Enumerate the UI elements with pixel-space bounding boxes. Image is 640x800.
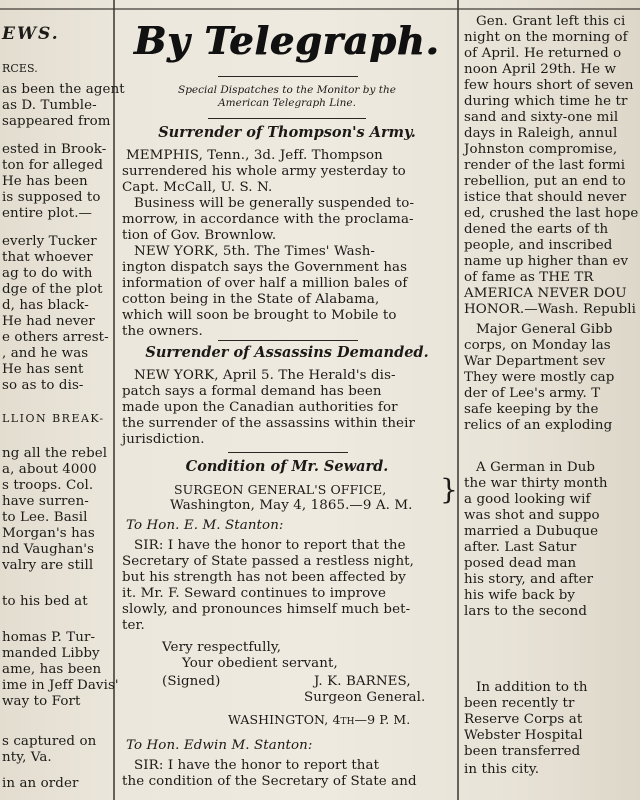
left-line: ime in Jeff Davis' (2, 678, 119, 693)
right-line: A German in Dub (476, 460, 596, 475)
right-line: married a Dubuque (464, 524, 599, 539)
right-line: ed, crushed the last hope (464, 206, 639, 221)
left-line: nd Vaughan's (2, 542, 95, 557)
left-line: dge of the plot (2, 282, 103, 297)
letter-line: ter. (122, 618, 145, 633)
left-line: e others arrest- (2, 330, 109, 345)
right-line: his wife back by (464, 588, 576, 603)
article-heading: Condition of Mr. Seward. (185, 458, 389, 475)
section-rule (208, 118, 366, 119)
left-line: manded Libby (2, 646, 100, 661)
left-line: as been the agent (2, 82, 125, 97)
left-line: He has sent (2, 362, 84, 377)
right-line: corps, on Monday las (464, 338, 611, 353)
left-line: homas P. Tur- (2, 630, 96, 645)
signed-label: (Signed) (162, 674, 221, 689)
left-column (0, 0, 125, 800)
right-line: noon April 29th. He w (464, 62, 617, 77)
article-line: Capt. McCall, U. S. N. (122, 180, 273, 195)
letter-closing: Very respectfully, (162, 640, 282, 655)
article-line: the surrender of the assassins within their (122, 416, 415, 431)
signer-title: Surgeon General. (304, 690, 426, 705)
left-line: ton for alleged (2, 158, 104, 173)
article-line: jurisdiction. (122, 432, 205, 447)
article-line: the owners. (122, 324, 203, 339)
left-line: RCES. (2, 62, 38, 75)
left-line: , and he was (2, 346, 89, 361)
right-line: render of the last formi (464, 158, 626, 173)
right-line: Gen. Grant left this ci (476, 14, 626, 29)
brace-mark: } (440, 473, 458, 506)
left-line: to his bed at (2, 594, 88, 609)
article-line: cotton being in the State of Alabama, (122, 292, 380, 307)
left-line: ested in Brook- (2, 142, 107, 157)
left-line: sappeared from (2, 114, 111, 129)
left-line: He had never (2, 314, 95, 329)
middle-column (118, 0, 456, 800)
left-line: valry are still (2, 558, 94, 573)
article-line: which will soon be brought to Mobile to (122, 308, 397, 323)
dispatch-subhead: Special Dispatches to the Monitor by the (178, 84, 396, 96)
left-line: entire plot.— (2, 206, 93, 221)
masthead-by-telegraph: By Telegraph. (134, 18, 440, 63)
right-line: night on the morning of (464, 30, 628, 45)
right-line: in this city. (464, 762, 540, 777)
article-line: ington dispatch says the Government has (122, 260, 408, 275)
right-line: his story, and after (464, 572, 594, 587)
right-line: the war thirty month (464, 476, 608, 491)
addressee: To Hon. E. M. Stanton: (126, 518, 284, 533)
dateline: SURGEON GENERAL'S OFFICE, (174, 482, 387, 497)
left-line: a, about 4000 (2, 462, 97, 477)
right-line: Webster Hospital (464, 728, 583, 743)
right-line: been recently tr (464, 696, 575, 711)
letter-line: slowly, and pronounces himself much bet- (122, 602, 411, 617)
right-line: of April. He returned o (464, 46, 622, 61)
left-line: ng all the rebel (2, 446, 108, 461)
right-line: In addition to th (476, 680, 588, 695)
dateline: Washington, May 4, 1865.—9 A. M. (170, 498, 413, 513)
article-heading: Surrender of Assassins Demanded. (145, 344, 429, 361)
letter-line: SIR: I have the honor to report that the (134, 538, 406, 553)
left-line: nty, Va. (2, 750, 52, 765)
right-line: istice that should never (464, 190, 627, 205)
right-line: der of Lee's army. T (464, 386, 601, 401)
letter-closing: Your obedient servant, (182, 656, 338, 671)
letter-line: Secretary of State passed a restless night, (122, 554, 415, 569)
column-rule-right (457, 0, 459, 800)
letter-line: it. Mr. F. Seward continues to improve (122, 586, 386, 601)
letter-line: but his strength has not been affected by (122, 570, 406, 585)
letter-line: SIR: I have the honor to report that (134, 758, 380, 773)
article-line: surrendered his whole army yesterday to (122, 164, 406, 179)
right-line: lars to the second (464, 604, 588, 619)
left-line: way to Fort (2, 694, 81, 709)
left-line: is supposed to (2, 190, 101, 205)
right-line: rebellion, put an end to (464, 174, 626, 189)
article-line: Business will be generally suspended to- (134, 196, 415, 211)
right-line: sand and sixty-one mil (464, 110, 619, 125)
dateline: WASHINGTON, 4th—9 P. M. (228, 712, 411, 727)
dispatch-subhead: American Telegraph Line. (218, 97, 356, 109)
right-line: relics of an exploding (464, 418, 613, 433)
right-line: few hours short of seven (464, 78, 634, 93)
section-rule (228, 452, 348, 453)
right-column (462, 0, 640, 800)
right-line: Major General Gibb (476, 322, 613, 337)
article-line: MEMPHIS, Tenn., 3d. Jeff. Thompson (126, 148, 383, 163)
left-line: d, has black- (2, 298, 89, 313)
right-line: AMERICA NEVER DOU (464, 286, 627, 301)
right-line: They were mostly cap (464, 370, 615, 385)
addressee: To Hon. Edwin M. Stanton: (126, 738, 313, 753)
left-subheading: LLION BREAK- (2, 412, 105, 425)
right-line: name up higher than ev (464, 254, 629, 269)
right-line: after. Last Satur (464, 540, 577, 555)
left-line: s troops. Col. (2, 478, 94, 493)
right-line: of fame as THE TR (464, 270, 594, 285)
left-line: ame, has been (2, 662, 102, 677)
right-line: dened the earts of th (464, 222, 609, 237)
left-line: to Lee. Basil (2, 510, 88, 525)
right-line: a good looking wif (464, 492, 591, 507)
article-line: NEW YORK, 5th. The Times' Wash- (134, 244, 376, 259)
left-line: as D. Tumble- (2, 98, 97, 113)
right-line: Johnston compromise, (464, 142, 618, 157)
left-line: that whoever (2, 250, 93, 265)
article-line: NEW YORK, April 5. The Herald's dis- (134, 368, 396, 383)
article-line: morrow, in accordance with the proclama- (122, 212, 414, 227)
right-line: safe keeping by the (464, 402, 599, 417)
left-line: so as to dis- (2, 378, 84, 393)
letter-line: the condition of the Secretary of State and (122, 774, 417, 789)
right-line: days in Raleigh, annul (464, 126, 618, 141)
left-line: have surren- (2, 494, 89, 509)
masthead-rule (218, 76, 358, 77)
right-line: been transferred (464, 744, 581, 759)
right-line: War Department sev (464, 354, 606, 369)
right-line: posed dead man (464, 556, 577, 571)
article-line: made upon the Canadian authorities for (122, 400, 398, 415)
left-heading-fragment: EWS. (2, 24, 60, 44)
right-line: people, and inscribed (464, 238, 613, 253)
right-line: during which time he tr (464, 94, 628, 109)
article-line: tion of Gov. Brownlow. (122, 228, 277, 243)
article-heading: Surrender of Thompson's Army. (158, 124, 416, 141)
right-line: was shot and suppo (464, 508, 600, 523)
right-line: Reserve Corps at (464, 712, 583, 727)
article-line: patch says a formal demand has been (122, 384, 382, 399)
article-line: information of over half a million bales of (122, 276, 408, 291)
left-line: Morgan's has (2, 526, 95, 541)
left-line: everly Tucker (2, 234, 97, 249)
left-line: He has been (2, 174, 88, 189)
section-rule (218, 340, 358, 341)
signer-name: J. K. BARNES, (314, 674, 411, 689)
right-line: HONOR.—Wash. Republi (464, 302, 637, 317)
left-line: s captured on (2, 734, 97, 749)
left-line: in an order (2, 776, 79, 791)
left-line: ag to do with (2, 266, 93, 281)
